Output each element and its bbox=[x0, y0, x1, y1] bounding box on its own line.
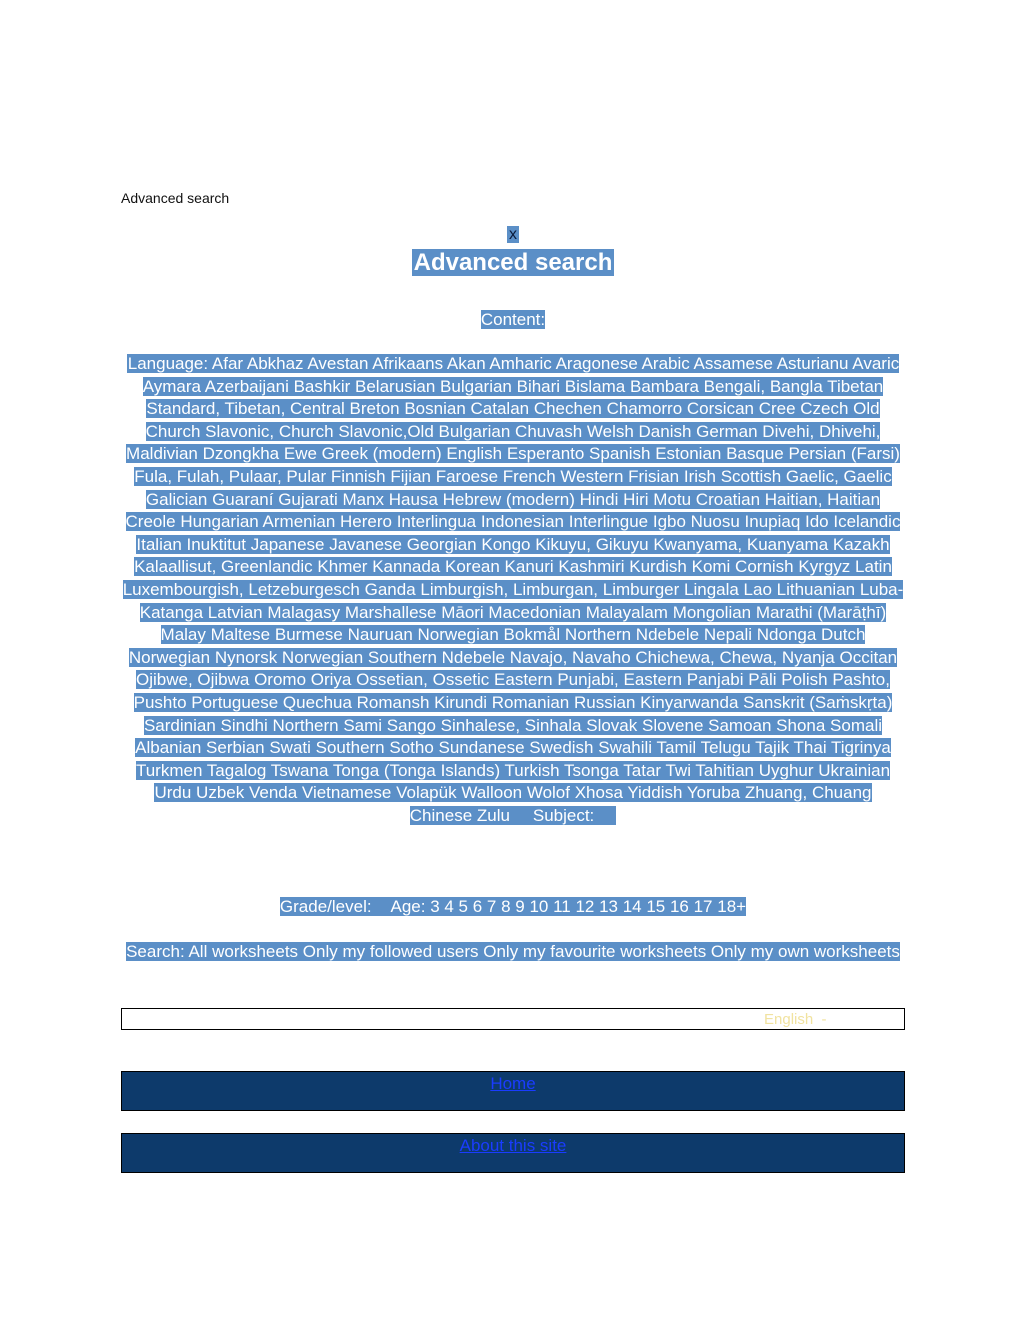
language-options[interactable]: Language: Afar Abkhaz Avestan Afrikaans Akan Amharic Aragonese Arabic Assamese Asturianu Avaric Aymara Azerbaijani Bashkir Belarusian Bulgarian Bihari Bislama Bambara Bengali, Bangla Tibetan Standard, Tibetan, Central Breton Bosnian Catalan Chechen Chamorro Corsican Cree Czech Old Church Slavonic, Church Slavonic,Old Bulgarian Chuvash Welsh Danish German Divehi, Dhivehi, Maldivian Dzongkha Ewe Greek (modern) English Esperanto Spanish Estonian Basque Persian (Farsi) Fula, Fulah, Pulaar, Pular Finnish Fijian Faroese French Western Frisian Irish Scottish Gaelic, Gaelic Galician Guaraní Gujarati Manx Hausa Hebrew (modern) Hindi Hiri Motu Croatian Haitian, Haitian Creole Hungarian Armenian Herero Interlingua Indonesian Interlingue Igbo Nuosu Inupiaq Ido Icelandic Italian Inuktitut Japanese Javanese Georgian Kongo Kikuyu, Gikuyu Kwanyama, Kuanyama Kazakh Kalaallisut, Greenlandic Khmer Kannada Korean Kanuri Kashmiri Kurdish Komi Cornish Kyrgyz Latin Luxembourgish, Letzeburgesch Ganda Limburgish, Limburgan, Limburger Lingala Lao Lithuanian Luba-Katanga Latvian Malagasy Marshallese Māori Macedonian Malayalam Mongolian Marathi (Marāṭhī) Malay Maltese Burmese Nauruan Norwegian Bokmål Northern Ndebele Nepali Ndonga Dutch Norwegian Nynorsk Norwegian Southern Ndebele Navajo, Navaho Chichewa, Chewa, Nyanja Occitan Ojibwe, Ojibwa Oromo Oriya Ossetian, Ossetic Eastern Punjabi, Eastern Panjabi Pāli Polish Pashto, Pushto Portuguese Quechua Romansh Kirundi Romanian Russian Kinyarwanda Sanskrit (Saṁskṛta) Sardinian Sindhi Northern Sami Sango Sinhalese, Sinhala Slovak Slovene Samoan Shona Somali Albanian Serbian Swati Southern Sotho Sundanese Swedish Swahili Tamil Telugu Tajik Thai Tigrinya Turkmen Tagalog Tswana Tonga (Tonga Islands) Turkish Tsonga Tatar Twi Tahitian Uyghur Ukrainian Urdu Uzbek Venda Vietnamese Volapük Walloon Wolof Xhosa Yiddish Yoruba Zhuang, Chuang Chinese Zulu bbox=[122, 354, 904, 825]
about-nav-box bbox=[121, 1133, 905, 1173]
language-subject-spacer bbox=[511, 806, 532, 825]
content-label: Content: bbox=[480, 310, 546, 329]
dialog-title-row bbox=[121, 248, 905, 277]
age-options[interactable]: Age: 3 4 5 6 7 8 9 10 11 12 13 14 15 16 17 18+ bbox=[390, 897, 747, 916]
content-row bbox=[121, 309, 905, 330]
close-row bbox=[121, 226, 905, 244]
grade-age-filter bbox=[121, 896, 905, 917]
about-link[interactable]: About this site bbox=[459, 1136, 567, 1155]
grade-age-spacer bbox=[372, 897, 391, 916]
grade-label[interactable]: Grade/level: bbox=[279, 897, 372, 916]
language-bar bbox=[121, 1008, 905, 1030]
close-button[interactable]: x bbox=[509, 226, 517, 243]
language-selected: English bbox=[764, 1011, 814, 1028]
language-filter bbox=[121, 353, 905, 827]
home-nav-box bbox=[121, 1071, 905, 1111]
language-selector[interactable] bbox=[764, 1011, 827, 1028]
subject-spacer bbox=[595, 806, 616, 825]
search-scope-filter bbox=[121, 941, 905, 964]
page-heading: Advanced search bbox=[121, 190, 230, 206]
dialog-title: Advanced search bbox=[413, 249, 613, 276]
search-options[interactable]: Search: All worksheets Only my followed users Only my favourite worksheets Only my own worksheets bbox=[126, 942, 900, 961]
language-suffix: - bbox=[821, 1011, 827, 1028]
subject-label[interactable]: Subject: bbox=[532, 805, 595, 825]
home-link[interactable]: Home bbox=[490, 1074, 536, 1093]
